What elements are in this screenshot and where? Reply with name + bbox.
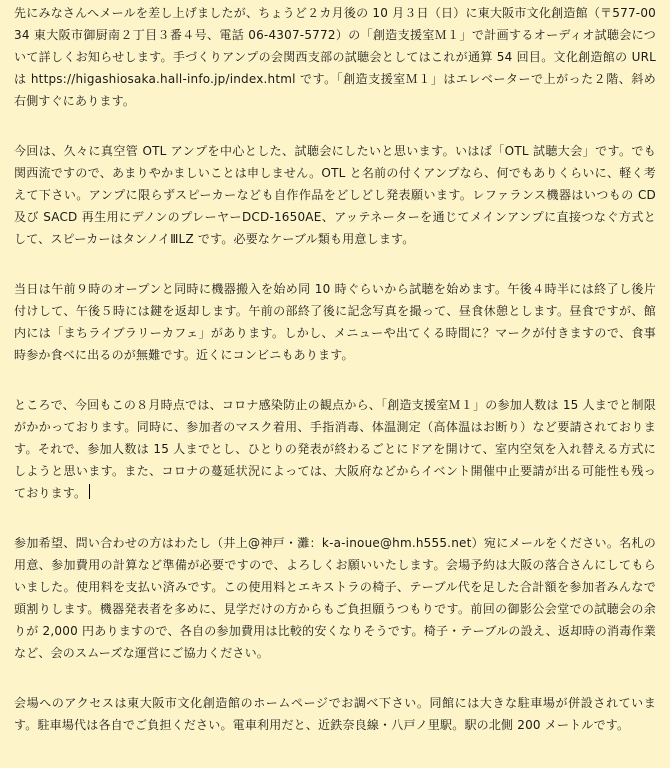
paragraph-schedule: 当日は午前９時のオープンと同時に機器搬入を始め同 10 時ぐらいから試聴を始めます。午後４時半には終了し後片付けして、午後５時には鍵を返却します。午前の部終了後に記念写真を撮って、昼食休憩とします。昼食ですが、館内には「まちライブラリーカフェ」があります。しかし、メニューや出てくる時間に？マークが付きますので、食事時参か食べに出るのが無難です。近くにコンビニもあります。 [14, 282, 656, 362]
paragraph-covid-text: ところで、今回もこの８月時点では、コロナ感染防止の観点から、「創造支援室Ｍ１」の参加人数は 15 人までと制限がかかっております。同時に、参加者のマスク着用、手指消毒、体温測定（高体温はお断り）など要請されております。それで、参加人数は 15 人までとし、ひとりの発表が終わるごとにドアを開けて、室内空気を入れ替える方式にしようと思います。また、コロナの蔓延状況によっては、大阪府などからイベント開催中止要請が出る可能性も残っております。 [14, 398, 656, 500]
paragraph-access: 会場へのアクセスは東大阪市文化創造館のホームページでお調べ下さい。同館には大きな駐車場が併設されています。駐車場代は各自でご負担ください。電車利用だと、近鉄奈良線・八戸ノ里駅。駅の北側 200 メートルです。 [14, 696, 656, 732]
paragraph-covid-notice [14, 394, 656, 504]
paragraph-registration: 参加希望、問い合わせの方はわたし（井上@神戸・灘：k-a-inoue@hm.h555.net）宛にメールをください。名札の用意、参加費用の計算など準備が必要ですので、よろしくお願いいたします。会場予約は大阪の落合さんにしてもらいました。使用料を支払い済みです。この使用料とエキストラの椅子、テーブル代を足した合計額を参加者みんなで頭割りします。機器発表者を多めに、見学だけの方からもご負担願うつもりです。前回の御影公会堂での試聴会の余りが 2,000 円ありますので、各自の参加費用は比較的安くなりそうです。椅子・テーブルの設え、返却時の消毒作業など、会のスムーズな運営にご協力ください。 [14, 536, 656, 660]
paragraph-theme: 今回は、久々に真空管 OTL アンプを中心とした、試聴会にしたいと思います。いはば「OTL 試聴大会」です。でも関西流ですので、あまりやかましいことは申しません。OTL と名前の付くアンプなら、何でもありくらいに、軽く考えて下さい。アンプに限らずスピーカーなども自作作品をどしどし発表願います。レファランス機器はいつもの CD 及び SACD 再生用にデノンのプレーヤーDCD-1650AE、アッテネーターを通じてメインアンプに直接つなぐ方式として、スピーカーはタンノイⅢLZ です。必要なケーブル類も用意します。 [14, 144, 656, 246]
text-cursor [89, 484, 90, 499]
paragraph-announcement: 先にみなさんへメールを差し上げましたが、ちょうど２カ月後の 10 月３日（日）に東大阪市文化創造館（〒577-0034 東大阪市御厨南２丁目３番４号、電話 06-4307-5772）の「創造支援室Ｍ１」で計画するオーディオ試聴会について詳しくお知らせします。手づくりアンプの会関西支部の試聴会としてはこれが通算 54 回目。文化創造館の URL は https://higashiosaka.hall-info.jp/index.html です。「創造支援室Ｍ１」はエレベーターで上がった２階、斜め右側すぐにあります。 [14, 6, 656, 108]
